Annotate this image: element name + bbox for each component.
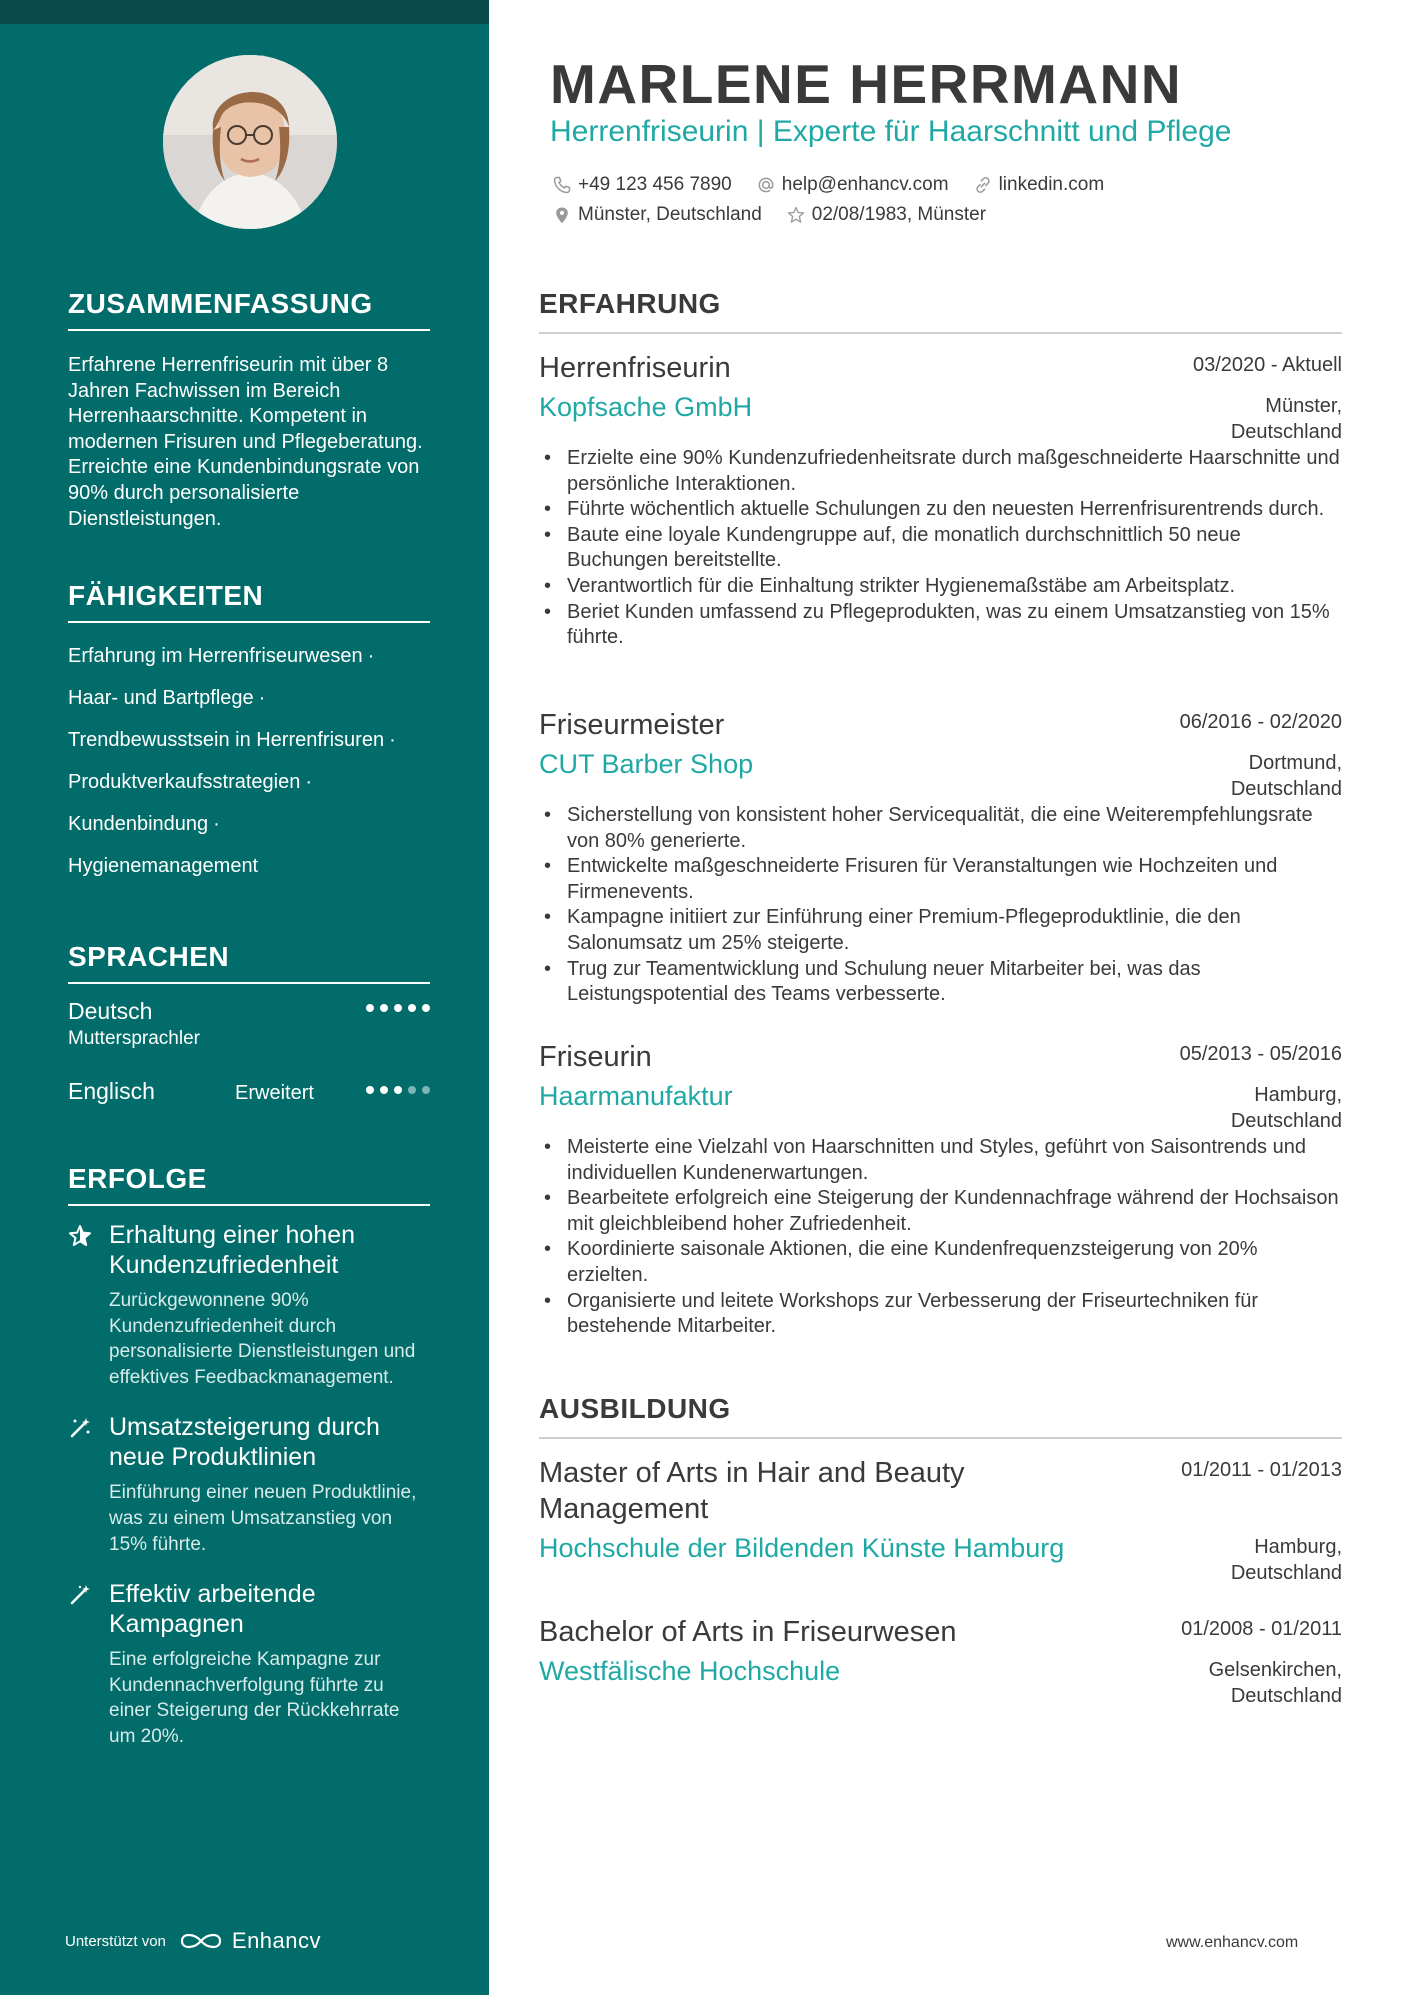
candidate-headline: Herrenfriseurin | Experte für Haarschnitt und Pflege (550, 115, 1232, 148)
skill-label: Hygienemanagement (68, 855, 259, 877)
location-text: Münster, Deutschland (578, 204, 762, 225)
skill-separator: · (258, 687, 266, 709)
education-item (539, 1455, 1342, 1584)
infinity-icon (178, 1929, 224, 1953)
candidate-name: MARLENE HERRMANN (550, 53, 1183, 115)
skills-section (68, 580, 430, 887)
job-title: Friseurin (539, 1041, 652, 1073)
company-name: Haarmanufaktur (539, 1081, 733, 1111)
link-icon (973, 175, 993, 195)
location-country: Deutschland (1230, 1561, 1342, 1584)
summary-title: ZUSAMMENFASSUNG (68, 288, 430, 331)
education-dates: 01/2011 - 01/2013 (1181, 1459, 1342, 1481)
contact-linkedin[interactable] (973, 174, 1105, 196)
contact-email[interactable] (756, 174, 949, 196)
enhancv-logo[interactable] (178, 1928, 321, 1954)
at-icon (756, 175, 776, 195)
footer-url[interactable]: www.enhancv.com (1166, 1934, 1299, 1951)
phone-icon (552, 175, 572, 195)
job-bullets (539, 1135, 1342, 1340)
job-title: Herrenfriseurin (539, 352, 731, 384)
achievement-title: Erhaltung einer hohen Kundenzufriedenheit (109, 1221, 356, 1279)
location-country: Deutschland (1230, 777, 1342, 800)
bullet-item: • Bearbeitete erfolgreich eine Steigerung der Kundennachfrage während der Hochsaison mit gleichbleibend hoher Zufriedenheit. (539, 1186, 1342, 1237)
location-country: Deutschland (1230, 420, 1342, 443)
education-title: AUSBILDUNG (539, 1393, 1342, 1439)
education-item (539, 1614, 1342, 1707)
company-name: Kopfsache GmbH (539, 392, 753, 422)
powered-by-label: Unterstützt von (65, 1932, 166, 1950)
experience-item (539, 707, 1342, 1008)
contact-row (552, 170, 1352, 200)
achievement-item (68, 1579, 430, 1749)
birth-text: 02/08/1983, Münster (811, 204, 987, 225)
education-location (1209, 1658, 1342, 1709)
magic-wand-icon (68, 1583, 92, 1607)
rating-dot-filled (366, 1004, 374, 1012)
language-item (68, 1056, 430, 1130)
achievement-item (68, 1412, 430, 1557)
skill-label: Erfahrung im Herrenfriseurwesen (68, 645, 363, 667)
achievement-description: Eine erfolgreiche Kampagne zur Kundennachverfolgung führte zu einer Steigerung der Rückkehrrate um 20%. (109, 1649, 400, 1747)
location-country: Deutschland (1230, 1684, 1342, 1707)
skill-item (68, 845, 430, 887)
brand-name: Enhancv (231, 1928, 322, 1953)
star-outline-icon (786, 205, 806, 225)
language-item (68, 984, 430, 1058)
bullet-item: • Entwickelte maßgeschneiderte Frisuren für Veranstaltungen wie Hochzeiten und Firmenevents. (539, 854, 1342, 905)
skill-separator: · (367, 645, 375, 667)
job-bullets (539, 803, 1342, 1008)
job-dates: 05/2013 - 05/2016 (1179, 1043, 1342, 1065)
rating-dot-filled (380, 1004, 388, 1012)
sidebar (0, 0, 489, 1995)
experience-header (539, 350, 1342, 443)
bullet-item: • Führte wöchentlich aktuelle Schulungen zu den neuesten Herrenfrisurentrends durch. (539, 497, 1342, 523)
school-name: Westfälische Hochschule (539, 1656, 841, 1686)
language-level: Erweitert (235, 1082, 314, 1104)
bullet-item: • Sicherstellung von konsistent hoher Servicequalität, die eine Weiterempfehlungsrate von 80% generierte. (539, 803, 1342, 854)
location-city: Münster, (1265, 395, 1342, 417)
rating-dot-empty (408, 1086, 416, 1094)
rating-dot-empty (422, 1086, 430, 1094)
skill-separator: · (213, 813, 220, 835)
bullet-item: • Organisierte und leitete Workshops zur Verbesserung der Friseurtechniken für bestehende Mitarbeiter. (539, 1289, 1342, 1340)
language-name: Englisch (68, 1078, 155, 1104)
bullet-item: • Trug zur Teamentwicklung und Schulung neuer Mitarbeiter bei, was das Leistungspotential des Teams verbesserte. (539, 957, 1342, 1008)
contact-info (552, 170, 1352, 230)
bullet-item: • Erzielte eine 90% Kundenzufriedenheitsrate durch maßgeschneiderte Haarschnitte und persönliche Interaktionen. (539, 446, 1342, 497)
job-location (1231, 751, 1342, 802)
skill-item (68, 635, 430, 677)
skill-label: Kundenbindung (68, 813, 209, 835)
bullet-item: • Koordinierte saisonale Aktionen, die eine Kundenfrequenzsteigerung von 20% erzielten. (539, 1237, 1342, 1288)
bullet-item: • Verantwortlich für die Einhaltung strikter Hygienemaßstäbe am Arbeitsplatz. (539, 574, 1342, 600)
language-name: Deutsch (68, 998, 153, 1024)
summary-section (68, 288, 430, 532)
contact-location (552, 204, 762, 226)
job-location (1231, 394, 1342, 445)
languages-section (68, 941, 430, 1130)
rating-dot-filled (366, 1086, 374, 1094)
company-name: CUT Barber Shop (539, 749, 754, 779)
skill-separator: · (305, 771, 313, 793)
location-city: Hamburg, (1254, 1536, 1342, 1558)
bullet-item: • Beriet Kunden umfassend zu Pflegeprodukten, was zu einem Umsatzanstieg von 15% führte. (539, 600, 1342, 651)
language-rating (366, 1004, 430, 1012)
achievement-title: Umsatzsteigerung durch neue Produktlinien (109, 1413, 380, 1472)
location-city: Gelsenkirchen, (1208, 1659, 1342, 1681)
achievement-description: Zurückgewonnene 90% Kundenzufriedenheit durch personalisierte Dienstleistungen und effektives Feedbackmanagement. (109, 1290, 416, 1388)
rating-dot-filled (408, 1004, 416, 1012)
bullet-item: • Baute eine loyale Kundengruppe auf, die monatlich durchschnittlich 50 neue Buchungen bereitstellte. (539, 523, 1342, 574)
linkedin-text: linkedin.com (998, 174, 1105, 195)
achievements-title: ERFOLGE (68, 1163, 430, 1206)
rating-dot-filled (380, 1086, 388, 1094)
job-dates: 03/2020 - Aktuell (1193, 354, 1342, 376)
skill-separator: · (389, 729, 396, 751)
experience-title: ERFAHRUNG (539, 288, 1342, 334)
contact-row (552, 200, 1352, 230)
skill-item (68, 761, 430, 803)
magic-wand-icon (68, 1416, 92, 1440)
skill-item (68, 719, 430, 761)
avatar (163, 55, 337, 229)
skill-item (68, 803, 430, 845)
location-city: Hamburg, (1254, 1084, 1342, 1106)
location-country: Deutschland (1230, 1109, 1342, 1132)
school-name: Hochschule der Bildenden Künste Hamburg (539, 1533, 1065, 1563)
contact-phone[interactable] (552, 174, 732, 196)
bullet-item: • Kampagne initiiert zur Einführung einer Premium-Pflegeproduktlinie, die den Salonumsatz um 25% steigerte. (539, 905, 1342, 956)
phone-text: +49 123 456 7890 (578, 174, 732, 195)
achievement-description: Einführung einer neuen Produktlinie, was zu einem Umsatzanstieg von 15% führte. (109, 1482, 417, 1555)
language-rating (366, 1086, 430, 1094)
powered-by (65, 1928, 321, 1954)
star-icon (68, 1224, 92, 1248)
location-pin-icon (552, 205, 572, 225)
education-header (539, 1455, 1342, 1584)
experience-header (539, 707, 1342, 800)
job-location (1231, 1083, 1342, 1134)
achievements-section (68, 1163, 430, 1750)
rating-dot-filled (394, 1086, 402, 1094)
achievement-item (68, 1220, 430, 1390)
summary-text: Erfahrene Herrenfriseurin mit über 8 Jahren Fachwissen im Bereich Herrenhaarschnitte. Kompetent in modernen Frisuren und Pflegeberatung. Erreichte eine Kundenbindungsrate von 90% durch personalisierte Dienstleistungen. (68, 354, 423, 530)
experience-item (539, 350, 1342, 651)
contact-birth (786, 204, 986, 226)
skill-label: Haar- und Bartpflege (68, 687, 254, 709)
email-text: help@enhancv.com (781, 174, 949, 195)
experience-item (539, 1039, 1342, 1340)
education-header (539, 1614, 1342, 1707)
skills-list (68, 635, 430, 887)
rating-dot-filled (394, 1004, 402, 1012)
job-dates: 06/2016 - 02/2020 (1179, 711, 1342, 733)
job-bullets (539, 446, 1342, 651)
job-title: Friseurmeister (539, 709, 725, 741)
achievement-title: Effektiv arbeitende Kampagnen (109, 1580, 316, 1639)
degree-title: Master of Arts in Hair and Beauty Management (539, 1457, 965, 1525)
skill-item (68, 677, 430, 719)
skills-title: FÄHIGKEITEN (68, 580, 430, 623)
bullet-item: • Meisterte eine Vielzahl von Haarschnitten und Styles, geführt von Saisontrends und individuellen Kundenerwartungen. (539, 1135, 1342, 1186)
location-city: Dortmund, (1248, 752, 1342, 774)
rating-dot-filled (422, 1004, 430, 1012)
skill-label: Trendbewusstsein in Herrenfrisuren (68, 729, 385, 751)
languages-title: SPRACHEN (68, 941, 430, 984)
experience-header (539, 1039, 1342, 1132)
profile-photo (163, 55, 337, 229)
language-level: Muttersprachler (68, 1028, 200, 1049)
degree-title: Bachelor of Arts in Friseurwesen (539, 1616, 957, 1648)
skill-label: Produktverkaufsstrategien (68, 771, 301, 793)
education-location (1231, 1535, 1342, 1586)
education-dates: 01/2008 - 01/2011 (1181, 1618, 1342, 1640)
sidebar-top-bar (0, 0, 489, 24)
